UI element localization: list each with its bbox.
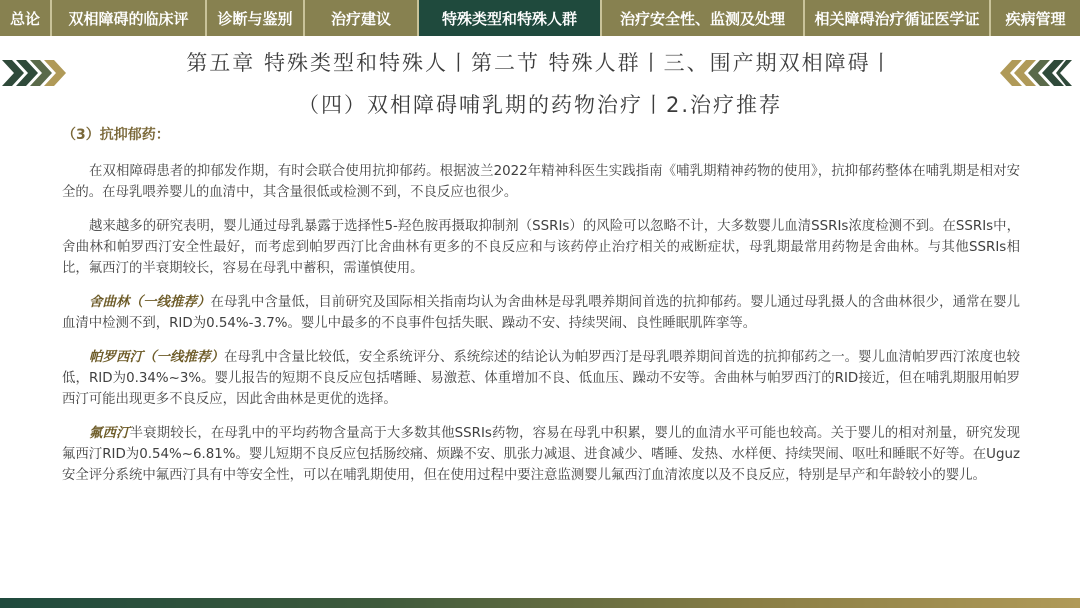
page-title-line-1: 第五章 特殊类型和特殊人丨第二节 特殊人群丨三、围产期双相障碍丨 — [186, 51, 894, 75]
top-nav-bar — [0, 0, 1080, 36]
sertraline-text: 在母乳中含量低，目前研究及国际相关指南均认为舍曲林是母乳喂养期间首选的抗抑郁药。婴儿通过母乳摄人的含曲林很少，通常在婴儿血清中检测不到，RID为0.54%-3.7%。婴儿中最多的不良事件包括失眠、躁动不安、持续哭闹、良性睡眠肌阵挛等。 — [62, 295, 1021, 331]
section-heading: （3）抗抑郁药： — [62, 127, 170, 143]
fluoxetine-label: 氟西汀 — [89, 426, 130, 441]
bottom-gradient-bar — [0, 598, 1080, 608]
paragraph-ssris: 越来越多的研究表明，婴儿通过母乳暴露于选择性5-羟色胺再摄取抑制剂（SSRIs）的风险可以忽略不计，大多数婴儿血清SSRIs浓度检测不到。在SSRIs中，舍曲林和帕罗西汀安全性最好，而考虑到帕罗西汀比舍曲林有更多的不良反应和与该药停止治疗相关的戒断症状，母乳期最常用药物是舍曲林。与其他SSRIs相比，氟西汀的半衰期较长，容易在母乳中蓄积，需谨慎使用。 — [62, 219, 1020, 276]
tab-treatment-advice[interactable]: 治疗建议 — [305, 0, 419, 36]
tab-overview[interactable]: 总论 — [0, 0, 52, 36]
paragraph-fluoxetine — [62, 423, 1020, 486]
tab-diagnosis[interactable]: 诊断与鉴别 — [207, 0, 305, 36]
tab-safety-monitoring[interactable]: 治疗安全性、监测及处理 — [602, 0, 805, 36]
paroxetine-text: 在母乳中含量比较低，安全系统评分、系统综述的结论认为帕罗西汀是母乳喂养期间首选的抗抑郁药之一。婴儿血清帕罗西汀浓度也较低，RID为0.34%~3%。婴儿报告的短期不良反应包括嗜睡、易激惹、体重增加不良、低血压、躁动不安等。舍曲林与帕罗西汀的RID接近，但在哺乳期服用帕罗西汀可能出现更多不良反应，因此舍曲林是更优的选择。 — [62, 350, 1021, 407]
tab-evidence-based[interactable]: 相关障碍治疗循证医学证 — [805, 0, 991, 36]
page-title-line-2: （四）双相障碍哺乳期的药物治疗丨2.治疗推荐 — [297, 93, 783, 117]
paragraph-sertraline — [62, 292, 1020, 334]
sertraline-label: 舍曲林（一线推荐） — [89, 295, 211, 310]
tab-special-populations[interactable]: 特殊类型和特殊人群 — [419, 0, 602, 36]
paragraph-intro: 在双相障碍患者的抑郁发作期，有时会联合使用抗抑郁药。根据波兰2022年精神科医生实践指南《哺乳期精神药物的使用》，抗抑郁药整体在哺乳期是相对安全的。在母乳喂养婴儿的血清中，其含量很低或检测不到，不良反应也很少。 — [62, 164, 1020, 200]
tab-clinical-assessment[interactable]: 双相障碍的临床评 — [52, 0, 207, 36]
main-content — [62, 124, 1020, 499]
fluoxetine-text: 半衰期较长，在母乳中的平均药物含量高于大多数其他SSRIs药物，容易在母乳中积累，婴儿的血清水平可能也较高。关于婴儿的相对剂量，研究发现氟西汀RID为0.54%~6.81%。婴儿短期不良反应包括肠绞痛、烦躁不安、肌张力减退、进食减少、嗜睡、发热、水样便、持续哭闹、呕吐和睡眠不好等。在Uguz安全评分系统中氟西汀具有中等安全性，可以在哺乳期使用，但在使用过程中要注意监测婴儿氟西汀血清浓度以及不良反应，特别是早产和年龄较小的婴儿。 — [62, 426, 1021, 483]
tab-disease-management[interactable]: 疾病管理 — [991, 0, 1080, 36]
paroxetine-label: 帕罗西汀（一线推荐） — [89, 350, 224, 365]
paragraph-paroxetine — [62, 347, 1020, 410]
